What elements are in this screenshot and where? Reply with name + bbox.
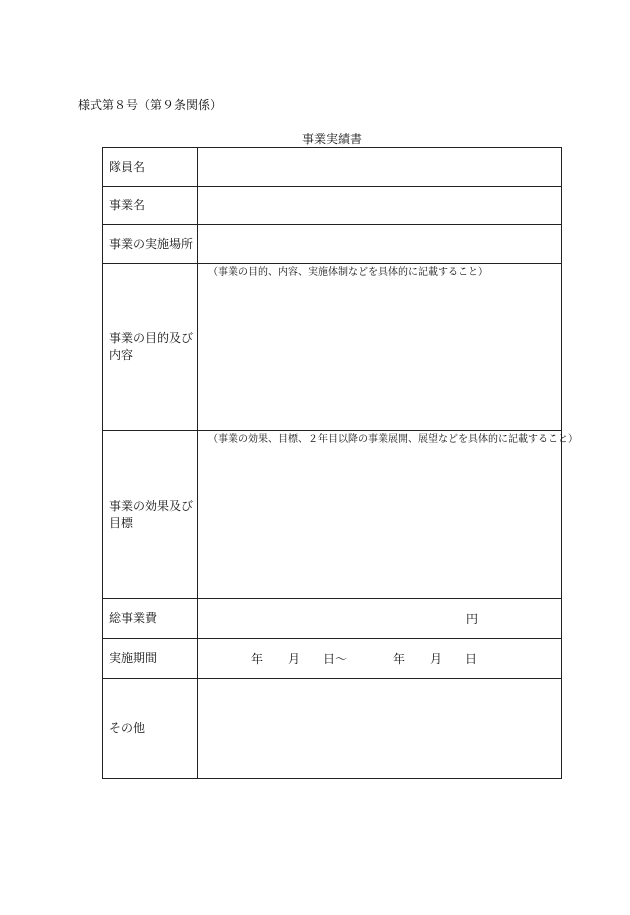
period-start-day: 日～ bbox=[323, 652, 348, 666]
effect-label: 事業の効果及び目標 bbox=[103, 431, 198, 599]
purpose-hint: （事業の目的、内容、実施体制などを具体的に記載すること） bbox=[208, 267, 488, 278]
member-name-label: 隊員名 bbox=[103, 148, 198, 187]
period-end-month: 月 bbox=[430, 652, 443, 666]
form-reference: 様式第８号（第９条関係） bbox=[78, 98, 223, 112]
project-name-field[interactable] bbox=[198, 187, 562, 225]
effect-field[interactable] bbox=[198, 431, 578, 599]
effect-hint: （事業の効果、目標、２年目以降の事業展開、展望などを具体的に記載すること） bbox=[208, 434, 578, 445]
period-start-month: 月 bbox=[288, 652, 301, 666]
period-label: 実施期間 bbox=[103, 639, 198, 679]
member-name-field[interactable] bbox=[198, 148, 562, 187]
other-label: その他 bbox=[103, 679, 198, 779]
total-cost-label: 総事業費 bbox=[103, 599, 198, 639]
yen-unit: 円 bbox=[466, 612, 479, 626]
total-cost-field[interactable] bbox=[198, 599, 562, 639]
report-table bbox=[102, 147, 578, 779]
other-field[interactable] bbox=[198, 679, 562, 779]
location-field[interactable] bbox=[198, 225, 562, 264]
period-end-day: 日 bbox=[465, 652, 478, 666]
row-period bbox=[103, 639, 562, 679]
purpose-label: 事業の目的及び内容 bbox=[103, 264, 198, 431]
document-title: 事業実績書 bbox=[301, 132, 362, 146]
row-member-name bbox=[103, 148, 562, 187]
row-effect bbox=[103, 431, 562, 599]
period-start-year: 年 bbox=[251, 652, 264, 666]
project-name-label: 事業名 bbox=[103, 187, 198, 225]
location-label: 事業の実施場所 bbox=[103, 225, 198, 264]
period-end-year: 年 bbox=[393, 652, 406, 666]
row-other bbox=[103, 679, 562, 779]
purpose-field[interactable] bbox=[198, 264, 562, 431]
row-location bbox=[103, 225, 562, 264]
period-field[interactable] bbox=[198, 639, 562, 679]
row-project-name bbox=[103, 187, 562, 225]
row-total-cost bbox=[103, 599, 562, 639]
row-purpose bbox=[103, 264, 562, 431]
